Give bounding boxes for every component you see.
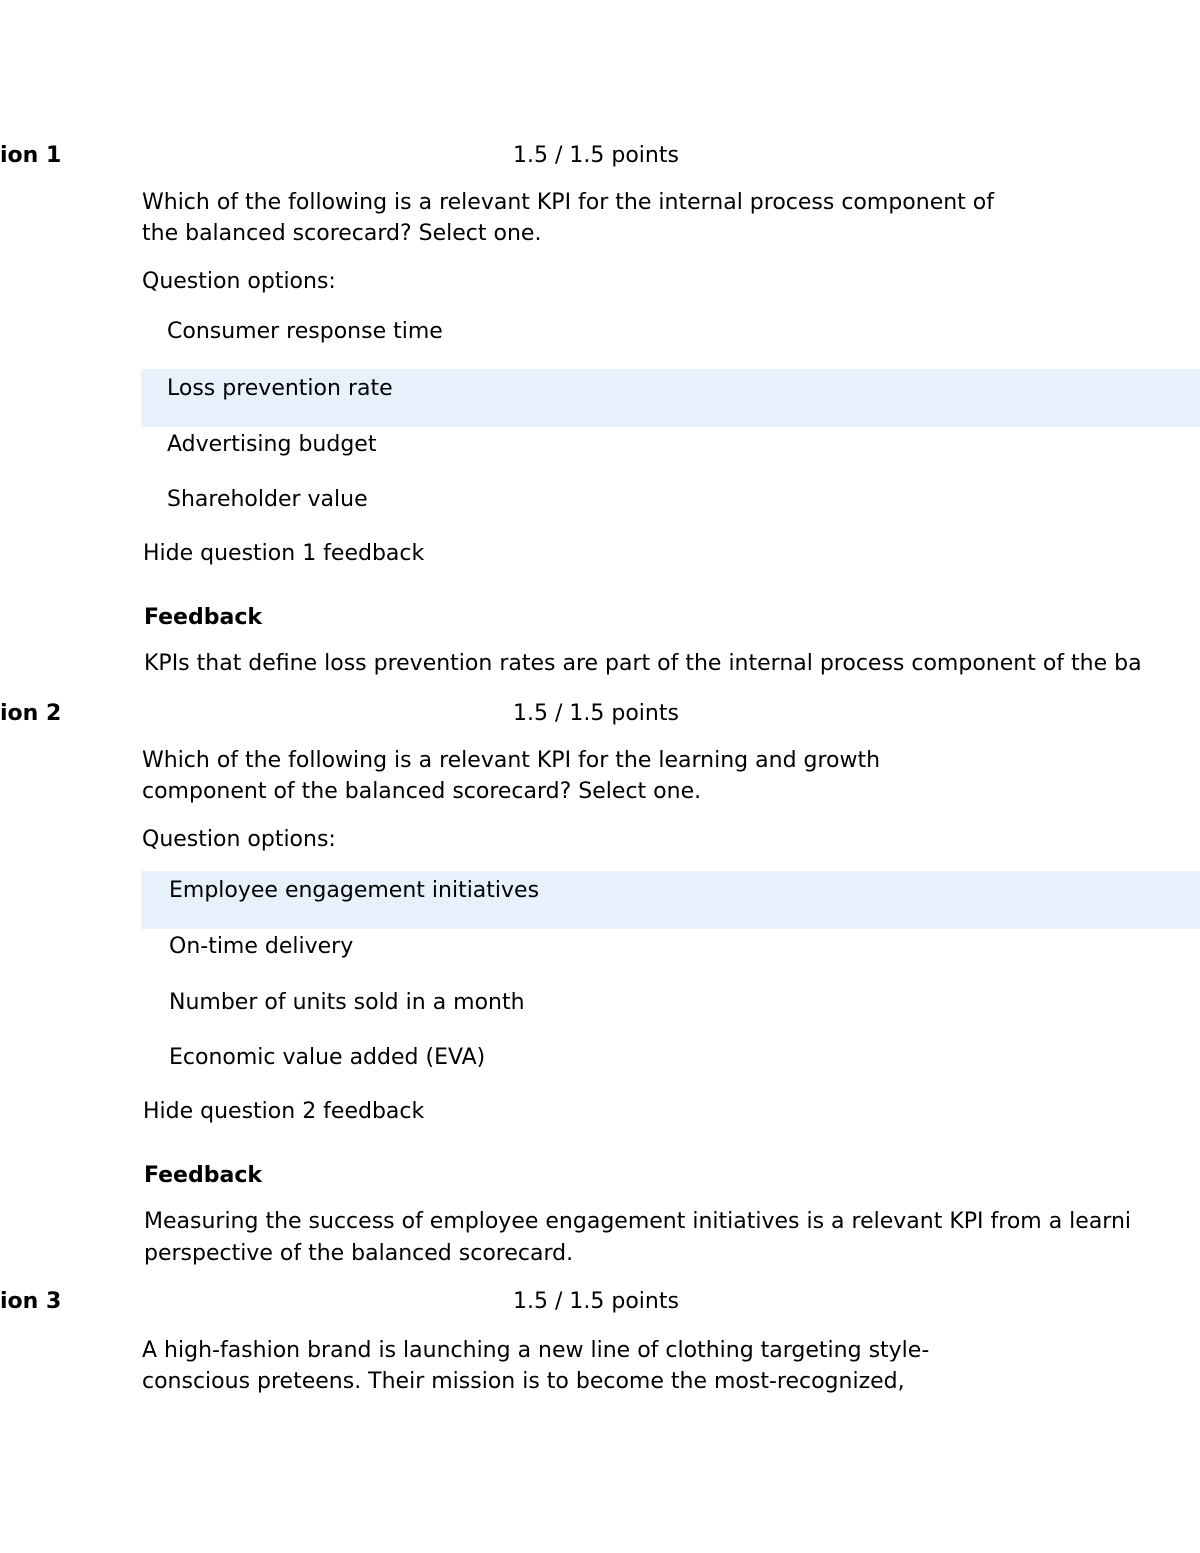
question-2-stem-line-2: component of the balanced scorecard? Select one. [142,779,702,804]
question-1-feedback-title: Feedback [144,605,262,630]
option-label: Advertising budget [167,432,377,457]
option-label: Number of units sold in a month [169,990,525,1015]
question-2-hide-feedback-link[interactable]: Hide question 2 feedback [143,1099,425,1124]
question-1-feedback-text: KPIs that define loss prevention rates are part of the internal process component of the ba [144,651,1142,676]
option-label: Consumer response time [167,319,443,344]
question-2-label: ion 2 [0,701,62,726]
question-2-option-4[interactable] [141,1038,1200,1096]
question-2-feedback-text-line-1: Measuring the success of employee engagement initiatives is a relevant KPI from a learni [144,1209,1132,1234]
question-2-options-heading: Question options: [142,827,336,852]
question-1-points: 1.5 / 1.5 points [513,143,679,168]
option-label: Shareholder value [167,487,368,512]
question-2-option-1-selected[interactable] [141,871,1200,929]
question-2-option-3[interactable] [141,983,1200,1041]
question-2-feedback-text-line-2: perspective of the balanced scorecard. [144,1241,574,1266]
question-1-options-heading: Question options: [142,269,336,294]
question-2-points: 1.5 / 1.5 points [513,701,679,726]
question-1-stem-line-1: Which of the following is a relevant KPI for the internal process component of [142,190,994,215]
question-1-option-4[interactable] [141,480,1200,538]
question-1-option-2-selected[interactable] [141,369,1200,427]
option-label: On-time delivery [169,934,354,959]
option-label: Loss prevention rate [167,376,393,401]
question-3-stem-line-2: conscious preteens. Their mission is to become the most-recognized, [142,1369,905,1394]
option-label: Employee engagement initiatives [169,878,540,903]
question-3-points: 1.5 / 1.5 points [513,1289,679,1314]
question-1-option-3[interactable] [141,425,1200,483]
question-2-feedback-title: Feedback [144,1163,262,1188]
question-3-stem-line-1: A high-fashion brand is launching a new line of clothing targeting style- [142,1338,930,1363]
question-1-label: ion 1 [0,143,62,168]
question-1-stem-line-2: the balanced scorecard? Select one. [142,221,542,246]
option-label: Economic value added (EVA) [169,1045,486,1070]
question-2-stem-line-1: Which of the following is a relevant KPI for the learning and growth [142,748,881,773]
question-1-hide-feedback-link[interactable]: Hide question 1 feedback [143,541,425,566]
question-1-option-1[interactable] [141,312,1200,370]
question-3-label: ion 3 [0,1289,62,1314]
question-2-option-2[interactable] [141,927,1200,985]
